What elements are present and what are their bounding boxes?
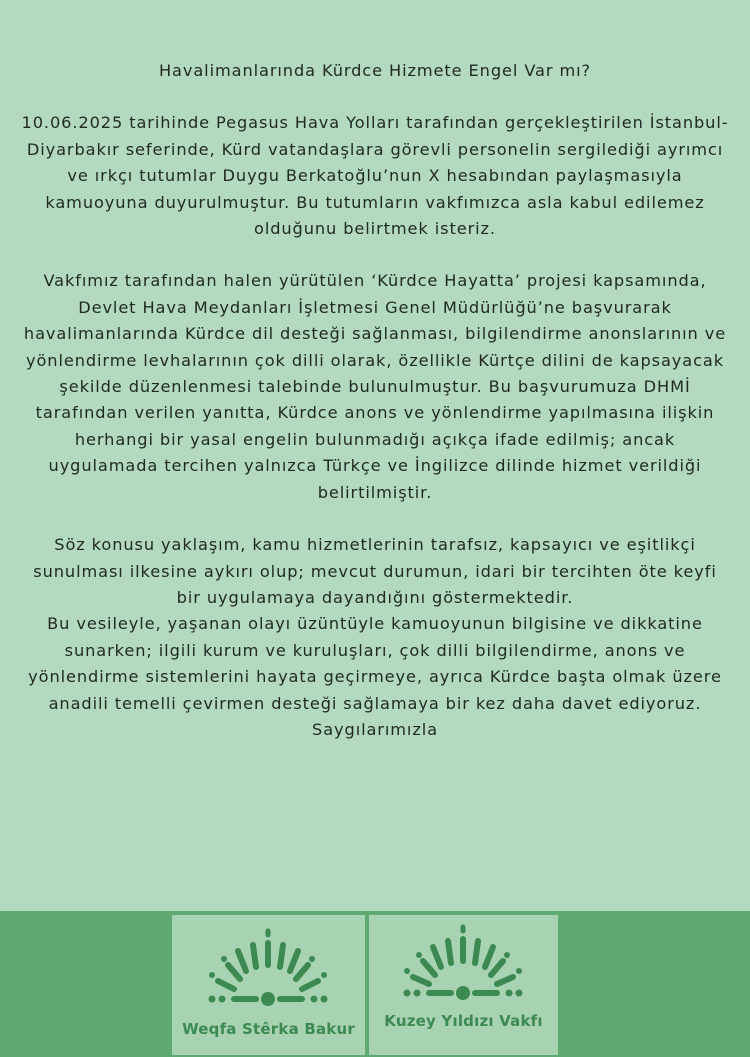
paragraph-incident: 10.06.2025 tarihinde Pegasus Hava Yolları tarafından gerçekleştirilen İstanbul-Diyarbakır seferinde, Kürd vatandaşlara görevli personelin sergilediği ayrımcı ve ırkçı tutumlar Duygu Berkatoğlu’nun X hesabından paylaşmasıyla kamuoyuna duyurulmuştur. Bu tutumların vakfımızca asla kabul edilemez olduğunu belirtmek isteriz.	[21, 113, 729, 239]
paragraph-assessment: Söz konusu yaklaşım, kamu hizmetlerinin tarafsız, kapsayıcı ve eşitlikçi sunulması ilkesine aykırı olup; mevcut durumun, idari bir tercihten öte keyfi bir uygulamaya dayandığını göstermektedir.	[33, 535, 717, 607]
statement-document	[20, 58, 730, 743]
footer-band	[0, 911, 750, 1057]
logo-weqfa-sterka-bakur	[172, 915, 365, 1055]
logo-right-text: Kuzey Yıldızı Vakfı	[384, 1012, 543, 1030]
document-title: Havalimanlarında Kürdce Hizmete Engel Var mı?	[158, 61, 592, 80]
paragraph-project: Vakfımız tarafından halen yürütülen ‘Kürdce Hayatta’ projesi kapsamında, Devlet Hava Meydanları İşletmesi Genel Müdürlüğü’ne başvurarak havalimanlarında Kürdce dil desteği sağlanması, bilgilendirme anonslarının ve yönlendirme levhalarının çok dilli olarak, özellikle Kürtçe dilini de kapsayacak şekilde düzenlenmesi talebinde bulunulmuştur. Bu başvurumuza DHMİ tarafından verilen yanıtta, Kürdce anons ve yönlendirme yapılmasına ilişkin herhangi bir yasal engelin bulunmadığı açıkça ifade edilmiş; ancak uygulamada tercihen yalnızca Türkçe ve İngilizce dilinde hizmet verildiği belirtilmiştir.	[23, 271, 727, 502]
logo-kuzey-yildizi-vakfi	[369, 915, 558, 1055]
rising-sun-icon	[369, 915, 558, 1009]
paragraph-call: Bu vesileyle, yaşanan olayı üzüntüyle kamuoyunun bilgisine ve dikkatine sunarken; ilgili kurum ve kuruluşları, çok dilli bilgilendirme, anons ve yönlendirme sistemlerini hayata geçirmeye, ayrıca Kürdce başta olmak üzere anadili temelli çevirmen desteği sağlamaya bir kez daha davet ediyoruz.	[28, 614, 722, 713]
rising-sun-icon	[172, 915, 365, 1015]
closing-line: Saygılarımızla	[312, 719, 438, 739]
logo-left-text: Weqfa Stêrka Bakur	[182, 1020, 355, 1038]
